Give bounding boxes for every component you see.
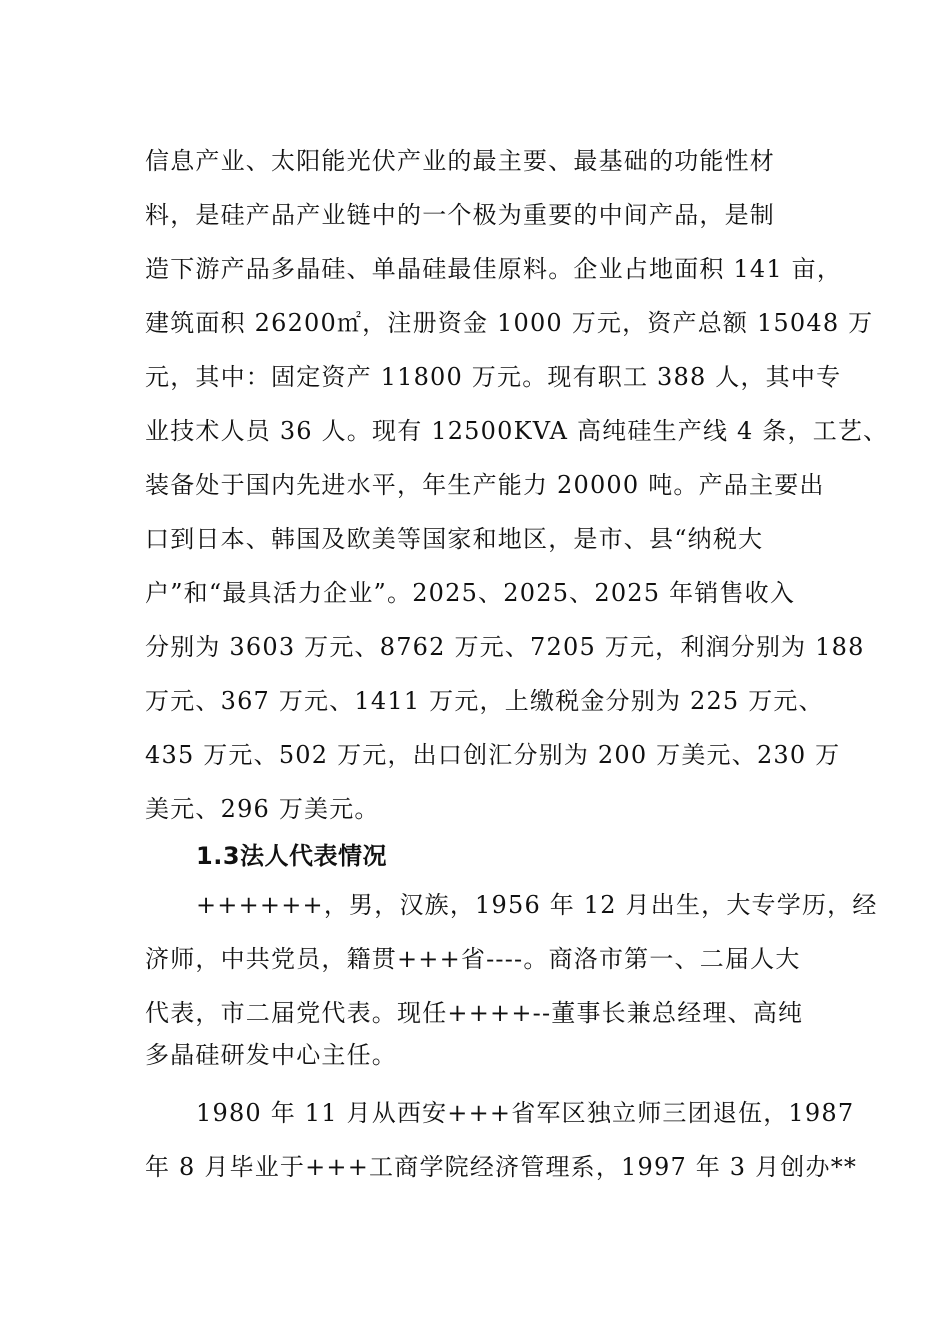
paragraph-line: ++++++，男，汉族，1956 年 12 月出生，大专学历，经	[196, 891, 878, 919]
paragraph-line: 料，是硅产品产业链中的一个极为重要的中间产品，是制	[145, 201, 775, 229]
paragraph-line: 美元、296 万美元。	[145, 795, 380, 823]
paragraph-line: 代表，市二届党代表。现任++++--董事长兼总经理、高纯	[145, 999, 804, 1027]
paragraph-line: 信息产业、太阳能光伏产业的最主要、最基础的功能性材	[145, 147, 775, 175]
paragraph-line: 多晶硅研发中心主任。	[145, 1041, 397, 1069]
paragraph-line: 造下游产品多晶硅、单晶硅最佳原料。企业占地面积 141 亩，	[145, 255, 843, 283]
paragraph-line: 装备处于国内先进水平，年生产能力 20000 吨。产品主要出	[145, 471, 825, 499]
section-heading: 1.3法人代表情况	[196, 842, 388, 870]
paragraph-line: 1980 年 11 月从西安+++省军区独立师三团退伍，1987	[196, 1099, 855, 1127]
paragraph-line: 元，其中：固定资产 11800 万元。现有职工 388 人，其中专	[145, 363, 842, 391]
paragraph-line: 济师，中共党员，籍贯+++省----。商洛市第一、二届人大	[145, 945, 801, 973]
paragraph-line: 业技术人员 36 人。现有 12500KVA 高纯硅生产线 4 条，工艺、	[145, 417, 889, 445]
paragraph-line: 建筑面积 26200㎡，注册资金 1000 万元，资产总额 15048 万	[145, 309, 874, 337]
paragraph-line: 万元、367 万元、1411 万元，上缴税金分别为 225 万元、	[145, 687, 824, 715]
paragraph-line: 分别为 3603 万元、8762 万元、7205 万元，利润分别为 188	[145, 633, 865, 661]
paragraph-line: 年 8 月毕业于+++工商学院经济管理系，1997 年 3 月创办**	[145, 1153, 858, 1181]
paragraph-line: 435 万元、502 万元，出口创汇分别为 200 万美元、230 万	[145, 741, 841, 769]
paragraph-line: 口到日本、韩国及欧美等国家和地区，是市、县“纳税大	[145, 525, 764, 553]
paragraph-line: 户”和“最具活力企业”。2025、2025、2025 年销售收入	[145, 579, 796, 607]
